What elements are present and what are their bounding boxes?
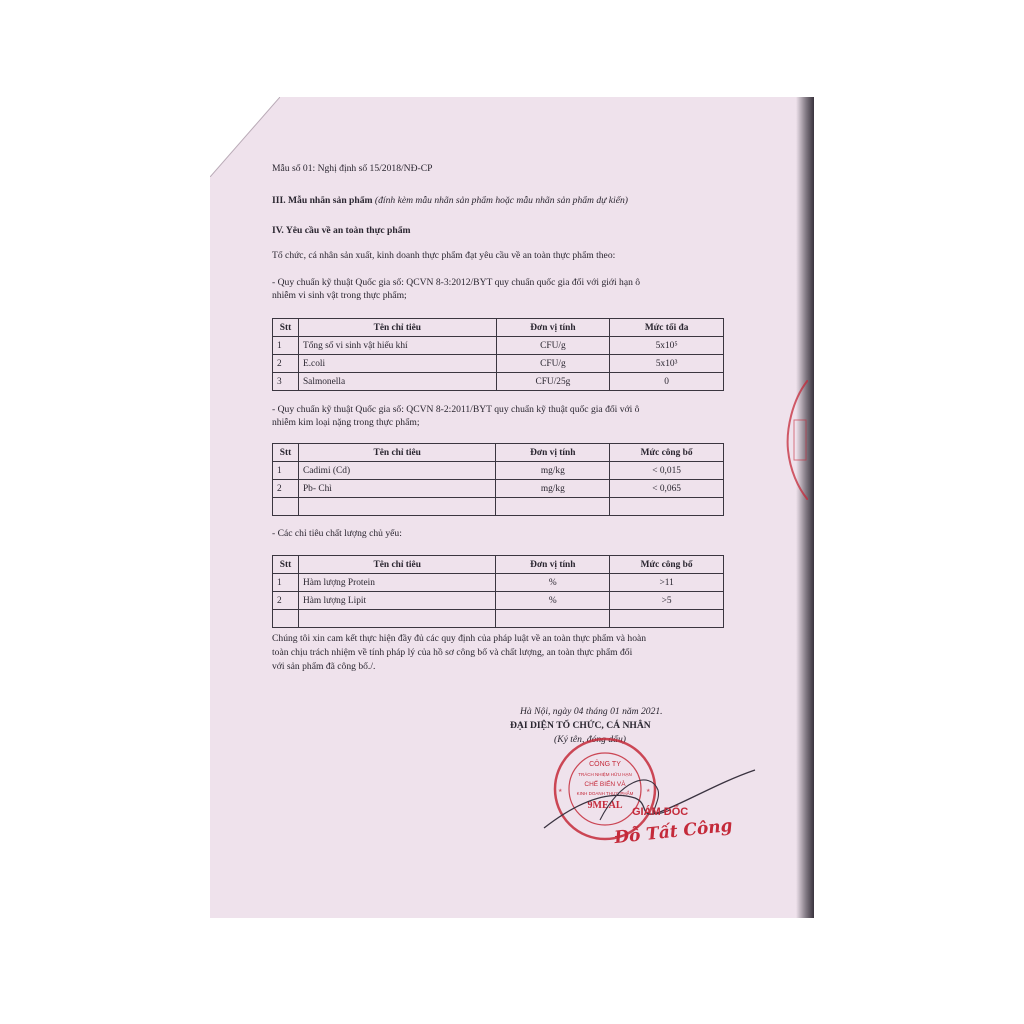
director-title: GIÁM ĐỐC [632,806,689,818]
cell-unit: mg/kg [496,462,610,480]
edge-seal-fragment [782,380,808,500]
seal-line-4: KINH DOANH THỰC PHẨM [576,791,634,796]
microbial-limits-table [272,318,724,391]
col-declared-level: Mức công bố [610,556,724,574]
quality-criteria-intro: - Các chỉ tiêu chất lượng chủ yếu: [272,528,402,539]
col-criteria: Tên chỉ tiêu [298,444,495,462]
table-row [273,574,724,592]
seal-line-1: CÔNG TY [589,761,621,768]
section-3-heading [272,195,628,207]
representative-title: ĐẠI DIỆN TỔ CHỨC, CÁ NHÂN [510,720,651,731]
table-header-row [273,556,724,574]
cell-unit: mg/kg [496,480,610,498]
commitment-line-3: với sản phẩm đã công bố./. [272,661,376,672]
svg-text:★: ★ [646,788,651,794]
cell-value: < 0,065 [610,480,724,498]
place-and-date: Hà Nội, ngày 04 tháng 01 năm 2021. [520,706,663,717]
table-row-empty [273,610,724,628]
cell-value: 5x10⁵ [610,337,724,355]
commitment-line-1: Chúng tôi xin cam kết thực hiện đầy đủ các quy định của pháp luật về an toàn thực phẩm và hoàn [272,633,647,644]
cell-criteria: Hàm lượng Lipit [298,592,496,610]
table-row [273,355,724,373]
seal-line-5: 9MEAL [587,800,623,811]
col-unit: Đơn vị tính [496,444,610,462]
cell-criteria [298,498,495,516]
director-name: Đỗ Tất Công [613,815,734,849]
cell-stt: 1 [273,462,299,480]
sign-note: (Ký tên, đóng dấu) [554,734,626,745]
cell-unit [496,498,610,516]
table-row [273,373,724,391]
section-3-title: III. Mẫu nhãn sản phẩm [272,195,373,206]
cell-value [610,498,724,516]
cell-value [610,610,724,628]
cell-unit: % [496,592,610,610]
col-unit: Đơn vị tính [496,556,610,574]
cell-stt: 2 [273,592,299,610]
table-header-row [273,319,724,337]
cell-unit: CFU/25g [496,373,610,391]
cell-criteria: Pb- Chì [298,480,495,498]
regulation-1-line-1: - Quy chuẩn kỹ thuật Quốc gia số: QCVN 8-3:2012/BYT quy chuẩn quốc gia đối với giới hạn ô [272,277,641,288]
cell-unit: CFU/g [496,337,610,355]
col-declared-level: Mức công bố [610,444,724,462]
col-criteria: Tên chỉ tiêu [298,319,496,337]
col-stt: Stt [273,319,299,337]
regulation-2-line-2: nhiễm kim loại nặng trong thực phẩm; [272,417,420,428]
cell-unit [496,610,610,628]
folded-corner [210,97,280,177]
col-max-level: Mức tối đa [610,319,724,337]
seal-line-2: TRÁCH NHIỆM HỮU HẠN [578,772,632,777]
quality-criteria-table [272,555,724,628]
svg-text:★: ★ [558,788,563,794]
cell-criteria: Hàm lượng Protein [298,574,496,592]
form-number: Mẫu số 01: Nghị định số 15/2018/NĐ-CP [272,163,433,174]
cell-stt: 1 [273,337,299,355]
cell-unit: % [496,574,610,592]
section-4-title: IV. Yêu cầu về an toàn thực phẩm [272,225,411,236]
cell-criteria: Salmonella [298,373,496,391]
regulation-1-line-2: nhiễm vi sinh vật trong thực phẩm; [272,290,407,301]
cell-stt: 2 [273,480,299,498]
cell-value: < 0,015 [610,462,724,480]
table-row [273,462,724,480]
cell-criteria [298,610,496,628]
table-row [273,480,724,498]
cell-stt: 3 [273,373,299,391]
cell-value: >11 [610,574,724,592]
regulation-2-line-1: - Quy chuẩn kỹ thuật Quốc gia số: QCVN 8-2:2011/BYT quy chuẩn kỹ thuật quốc gia đối với ô [272,404,640,415]
page-edge-shadow [796,97,814,918]
seal-line-3: CHẾ BIẾN VÀ [584,781,626,788]
table-row [273,337,724,355]
cell-stt [273,498,299,516]
cell-criteria: Tổng số vi sinh vật hiếu khí [298,337,496,355]
col-criteria: Tên chỉ tiêu [298,556,496,574]
cell-value: >5 [610,592,724,610]
table-header-row [273,444,724,462]
cell-stt [273,610,299,628]
cell-unit: CFU/g [496,355,610,373]
cell-criteria: E.coli [298,355,496,373]
cell-value: 0 [610,373,724,391]
commitment-line-2: toàn chịu trách nhiệm về tính pháp lý của hồ sơ công bố và chất lượng, an toàn thực phẩm đối [272,647,633,658]
cell-stt: 1 [273,574,299,592]
heavy-metals-table [272,443,724,516]
cell-criteria: Cadimi (Cd) [298,462,495,480]
section-3-note: (đính kèm mẫu nhãn sản phẩm hoặc mẫu nhãn sản phẩm dự kiến) [374,195,628,206]
cell-stt: 2 [273,355,299,373]
cell-value: 5x10³ [610,355,724,373]
col-stt: Stt [273,444,299,462]
col-stt: Stt [273,556,299,574]
col-unit: Đơn vị tính [496,319,610,337]
table-row-empty [273,498,724,516]
section-4-intro: Tổ chức, cá nhân sản xuất, kinh doanh thực phẩm đạt yêu cầu về an toàn thực phẩm theo: [272,250,616,261]
table-row [273,592,724,610]
